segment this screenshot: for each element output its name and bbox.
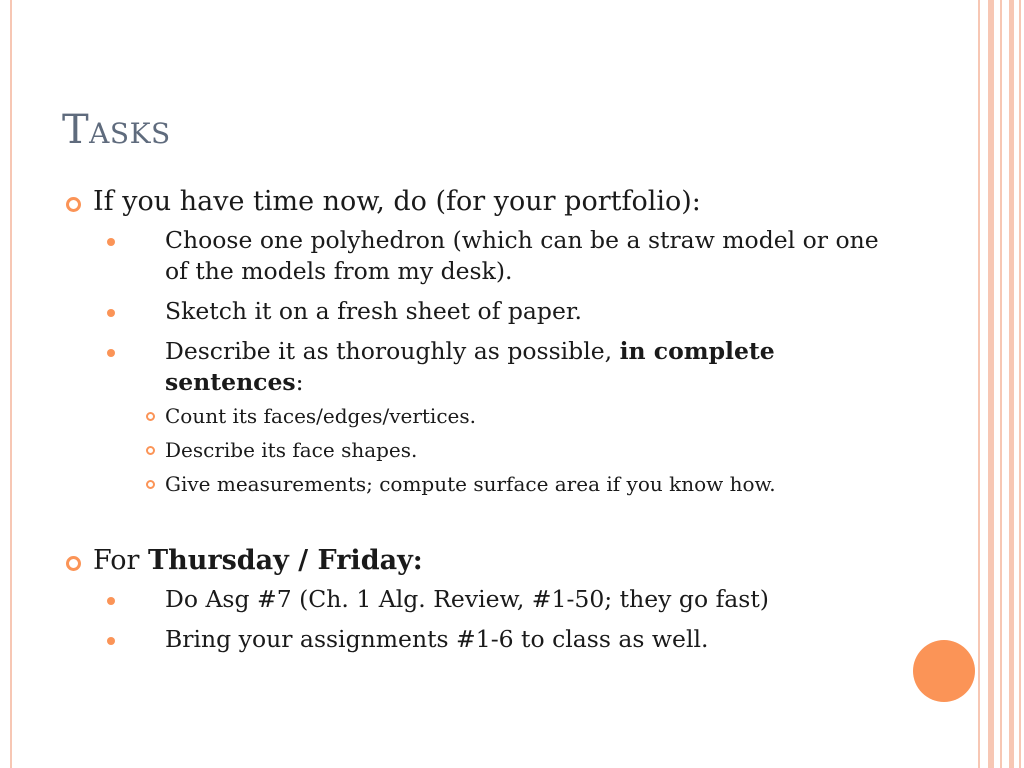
ring-bullet-icon: [66, 556, 81, 571]
dot-bullet-icon: [107, 597, 115, 605]
section-heading-bold: Thursday / Friday:: [148, 545, 423, 576]
section-heading: If you have time now, do (for your portfolio):: [93, 186, 701, 217]
slide-border-right-line: [988, 0, 994, 768]
item-text-bold: in complete sentences: [165, 337, 775, 396]
dot-bullet-icon: [107, 637, 115, 645]
section-heading-plain: For: [93, 545, 149, 576]
bullet-list: [62, 183, 882, 655]
list-item: [134, 470, 882, 498]
list-item: [134, 402, 882, 430]
dot-bullet-icon: [107, 349, 115, 357]
item-text: Describe its face shapes.: [165, 438, 418, 462]
slide-body: [62, 183, 882, 655]
item-text: Sketch it on a fresh sheet of paper.: [165, 297, 582, 325]
item-text-plain: Describe it as thoroughly as possible,: [165, 337, 620, 365]
ring-bullet-icon: [66, 197, 81, 212]
sub-sub-list: [134, 402, 882, 498]
decorative-circle: [913, 640, 975, 702]
ring-bullet-icon: [146, 446, 155, 455]
list-item: [93, 336, 882, 498]
list-item: [134, 436, 882, 464]
dot-bullet-icon: [107, 238, 115, 246]
slide-border-right-line: [1009, 0, 1014, 768]
slide-border-right-line: [978, 0, 980, 768]
item-text: [134, 336, 882, 398]
sub-list: [93, 225, 882, 498]
ring-bullet-icon: [146, 480, 155, 489]
list-item: [93, 225, 882, 287]
item-text: Give measurements; compute surface area if you know how.: [165, 472, 776, 496]
section-thursday-friday: [62, 542, 882, 655]
slide-border-right-line: [1000, 0, 1002, 768]
item-text: Bring your assignments #1-6 to class as well.: [165, 625, 709, 653]
list-item: [93, 296, 882, 327]
slide-border-left: [10, 0, 12, 768]
sub-list: [93, 584, 882, 655]
item-text: Do Asg #7 (Ch. 1 Alg. Review, #1-50; they go fast): [165, 585, 769, 613]
list-item: [93, 624, 882, 655]
item-text-suffix: :: [295, 368, 304, 396]
section-now: [62, 183, 882, 498]
slide-border-right-line: [1019, 0, 1021, 768]
item-text: Count its faces/edges/vertices.: [165, 404, 476, 428]
ring-bullet-icon: [146, 412, 155, 421]
slide-title: Tasks: [62, 107, 171, 153]
dot-bullet-icon: [107, 309, 115, 317]
item-text: Choose one polyhedron (which can be a straw model or one of the models from my desk).: [165, 226, 879, 285]
list-item: [93, 584, 882, 615]
section-heading: [93, 545, 423, 576]
